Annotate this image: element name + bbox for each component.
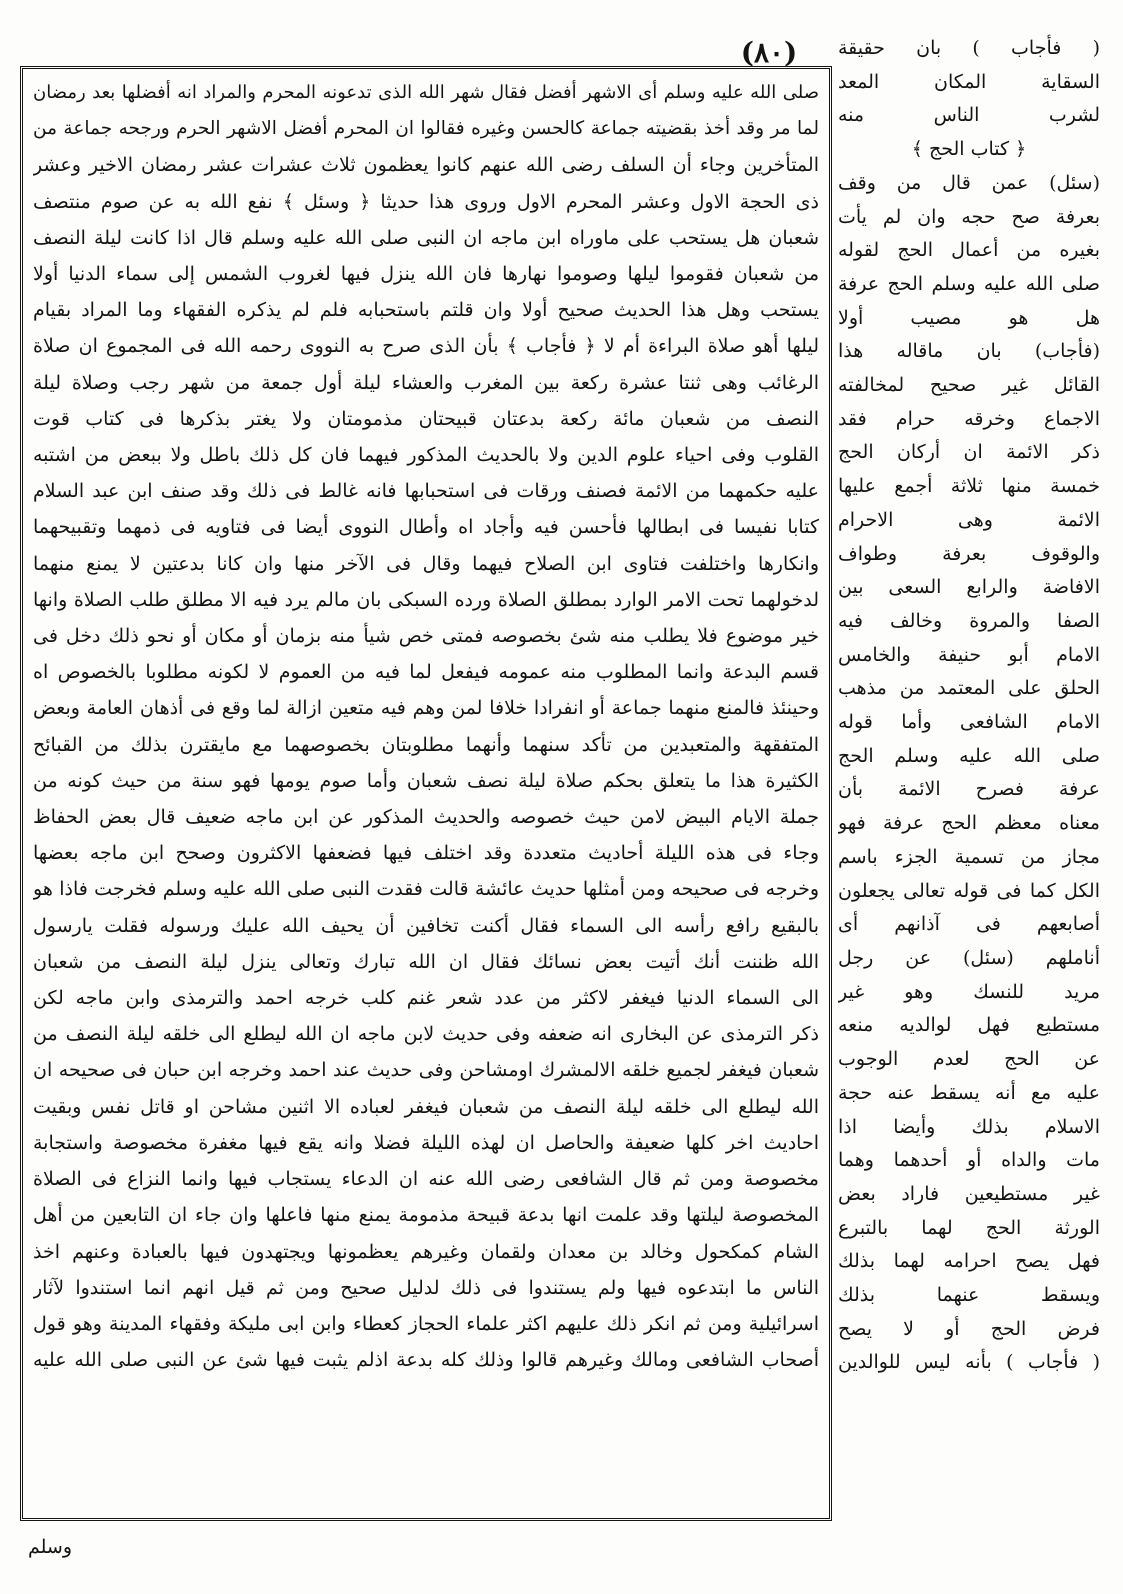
margin-heading: ﴿ كتاب الحج ﴾ [911,138,1027,161]
main-text-line: وخرجه فى صحيحه ومن أمثلها حديث عائشة قالت فقدت النبى صلى الله عليه وسلم فخرجت فاذا هو [33,878,819,901]
main-text-line: بالبقيع رافع رأسه الى السماء فقال أكنت تخافين أن يحيف الله عليك ورسوله فقلت يارسول [33,914,819,937]
main-text-line: جملة الايام البيض لامن حيث خصوصه والحديث المذكور عن ابن ماجه ضعيف قال بعض الحفاظ [33,806,819,829]
margin-text-line: معناه معظم الحج عرفة فهو [838,812,1100,835]
catchword: وسلم [28,1536,73,1558]
margin-text-line: الامام الشافعى وأما قوله [838,711,1100,734]
margin-text-line: فرض الحج أو لا يصح [838,1317,1100,1340]
main-text-line: المخصوصة ليلتها وقد علمت انها بدعة قبيحة مذمومة يمنع منها فاعلها وان جاء ان التابعين من أهل [33,1204,819,1227]
margin-text-line: عرفة فصرح الائمة بأن [838,778,1100,801]
main-text-line: مخصوصة ومن ثم قال الشافعى رضى الله عنه ان الدعاء يستجاب فيها وانما النزاع فى الصلاة [33,1168,819,1191]
main-text-line: ذى الحجة الاول وعشر المحرم الاول وروى هذا حديثا ﴿ وسئل ﴾ نفع الله به عن صوم منتصف [33,190,819,213]
margin-text-line: خمسة منها ثلاثة أجمع عليها [838,475,1100,498]
main-text-line: يستحب وهل هذا الحديث صحيح أولا وان قلتم باستحبابه فلم لم يذكره الفقهاء وما المراد بقيام [33,299,819,322]
margin-text-line: الاجماع وخرقه حرام فقد [838,407,1100,430]
main-text-line: صلى الله عليه وسلم أى الاشهر أفضل فقال شهر الله الذى تدعونه المحرم والمراد انه أفضلها بعد رمضان [33,82,819,103]
margin-text-line: صلى الله عليه وسلم الحج [838,744,1100,767]
main-text-line: وحينئذ فالمنع منهما جماعة أو انفرادا خلافا لمن وهم فيه متعين ازالة لما وقع فى أذهان العامة وبعض [33,697,819,720]
main-text-line: الشام كمكحول وخالد بن معدان ولقمان وغيرهم يعظمونها ويجتهدون فيها بالعبادة وعنهم اخذ [33,1240,819,1263]
margin-text-line: (سئل) عمن قال من وقف [838,171,1100,194]
main-text-line: ذكر الترمذى عن البخارى انه ضعفه وفى حديث لابن ماجه ان الله ليطلع الى خلقه ليلة النصف من [33,1023,819,1046]
margin-text-line: فهل يصح احرامه لهما بذلك [838,1250,1100,1273]
main-text-line: أصحاب الشافعى ومالك وغيرهم قالوا وذلك كله بدعة اذلم يثبت فيها شئ عن النبى صلى الله عليه [33,1349,819,1372]
main-text-line: القلوب وفى احياء علوم الدين ولا بالحديث المذكور فيهما فان كل ذلك باطل ولا ببعض من اشتبه [33,444,819,467]
main-text-line: شعبان هل يستحب على ماوراه ابن ماجه ان النبى صلى الله عليه وسلم قال اذا كانت ليلة النصف [33,226,819,249]
margin-text-line: عليه مع أنه يسقط عنه حجة [838,1081,1100,1104]
margin-text-line: الورثة الحج لهما بالتبرع [838,1216,1100,1239]
main-text-line: لدخولهما تحت الامر الوارد بمطلق الصلاة ورده السبكى بان مالم يرد فيه الا مطلق طلب الصلاة وانها [33,588,819,611]
margin-text-line: الائمة وهى الاحرام [838,508,1100,531]
margin-text-column [838,32,1100,1574]
margin-text-line: صلى الله عليه وسلم الحج عرفة [838,272,1100,295]
main-text-column [33,75,819,1512]
margin-text-line: الافاضة والرابع السعى بين [838,576,1100,599]
margin-text-line: هل هو مصيب أولا [838,306,1100,329]
main-text-line: الكثيرة هذا ما يتعلق بحكم صلاة ليلة نصف شعبان وأما صوم يومها فهو سنة من حيث كونه من [33,769,819,792]
main-text-line: احاديث اخر كلها ضعيفة والحاصل ان لهذه الليلة فضلا وانه يقع فيها مغفرة مخصوصة واستجابة [33,1131,819,1154]
margin-text-line: غير مستطيعين فاراد بعض [838,1182,1100,1205]
main-text-line: الرغائب وهى ثنتا عشرة ركعة بين المغرب والعشاء ليلة أول جمعة من شهر رجب وصلاة ليلة [33,371,819,394]
main-text-frame [20,66,832,1521]
margin-text-line: أناملهم (سئل) عن رجل [838,946,1100,969]
main-text-line: ليلها أهو صلاة البراءة أم لا ﴿ فأجاب ﴾ بأن الذى صرح به النووى رحمه الله فى المجموع ان صلاة [33,335,819,358]
margin-text-line: لشرب الناس منه [838,104,1100,127]
margin-text-line: مجاز من تسمية الجزء باسم [838,845,1100,868]
margin-text-line: ويسقط عنهما بذلك [838,1284,1100,1307]
margin-text-line: (فأجاب) بان ماقاله هذا [838,340,1100,363]
main-text-line: النصف من شعبان مائة ركعة بدعتان قبيحتان مذمومتان ولا يغتر بذكرها فى كتاب قوت [33,407,819,430]
margin-text-line: مات والداه أو أحدهما وهما [838,1149,1100,1172]
margin-text-line: عن الحج لعدم الوجوب [838,1048,1100,1071]
main-text-line: وانكارها واختلفت فتاوى ابن الصلاح فيهما وقال فى الآخر منها وان كانا بدعتين لا يمنع منهما [33,552,819,575]
margin-text-line: السقاية المكان المعد [838,70,1100,93]
main-text-line: عليه حكمهما من الائمة فصنف ورقات فى استحبابها فانه غالط فى ذلك وقد صنف ابن عبد السلام [33,480,819,503]
main-text-line: الله ليطلع الى خلقه ليلة النصف من شعبان فيغفر لعباده الا اثنين مشاحن او قاتل نفس وبقيت [33,1095,819,1118]
main-text-line: المتأخرين وجاء أن السلف رضى الله عنهم كانوا يعظمون ثلاث عشرات عشر رمضان الاخير وعشر [33,154,819,177]
main-text-line: اسرائيلية ومن ثم انكر ذلك عليهم اكثر علماء الحجاز كعطاء وابن ابى مليكة وفقهاء المدينة وهو قول [33,1312,819,1335]
margin-text-line: القائل غير صحيح لمخالفته [838,374,1100,397]
main-text-line: الى السماء الدنيا فيغفر لاكثر من عدد شعر غنم كلب خرجه احمد والترمذى وابن ماجه لكن [33,987,819,1010]
main-text-line: شعبان فيغفر لجميع خلقه الالمشرك اومشاحن وفى حديث عند احمد وخرجه ابن حبان فى صحيحه ان [33,1059,819,1082]
main-text-line: الله ظننت أنك أتيت بعض نسائك فقال ان الله تبارك وتعالى ينزل ليلة النصف من شعبان [33,950,819,973]
margin-text-line: ( فأجاب ) بأنه ليس للوالدين [838,1351,1100,1374]
margin-text-line: أصابعهم فى آذانهم أى [838,913,1100,936]
main-text-line: وجاء فى هذه الليلة أحاديث متعددة وقد اختلف فيها فضعفها الاكثرون وصحح ابن ماجه بعضها [33,842,819,865]
main-text-line: الناس ما ابتدعوه فيها ولم يستندوا فى ذلك لدليل صحيح ومن ثم قيل انهم انما استندوا لآثار [33,1276,819,1299]
margin-text-line: ( فأجاب ) بان حقيقة [838,37,1100,59]
margin-text-line: بغيره من أعمال الحج لقوله [838,239,1100,262]
main-text-line: من شعبان فقوموا ليلها وصوموا نهارها فان الله ينزل فيها لغروب الشمس إلى سماء الدنيا أولا [33,263,819,286]
main-text-line: قسم البدعة وانما المطلوب منه عمومه فيفعل لما فيه من العموم لا لكونه مطلوبا بالخصوص اه [33,661,819,684]
margin-text-line: والوقوف بعرفة وطواف [838,542,1100,565]
margin-text-line: الصفا والمروة وخالف فيه [838,609,1100,632]
margin-text-line: الكل كما فى قوله تعالى يجعلون [838,879,1100,902]
margin-text-line: الامام أبو حنيفة والخامس [838,643,1100,666]
margin-text-line: الاسلام بذلك وأيضا اذا [838,1115,1100,1138]
main-text-line: خير موضوع فلا يطلب منه شئ بخصوصه فمتى خص شيأ منه بزمان أو مكان أو نحو ذلك دخل فى [33,625,819,648]
margin-text-line: بعرفة صح حجه وان لم يأت [838,205,1100,228]
margin-text-line: الحلق على المعتمد من مذهب [838,677,1100,700]
margin-text-line: ذكر الائمة ان أركان الحج [838,441,1100,464]
margin-text-line: مستطيع فهل لوالديه منعه [838,1014,1100,1037]
page-number: (٨٠) [740,36,798,69]
margin-text-line: مريد للنسك وهو غير [838,980,1100,1003]
main-text-line: لما مر وقد أخذ بقضيته جماعة كالحسن وغيره فقالوا ان المحرم أفضل الاشهر الحرم ورجحه جماعة من [33,118,819,140]
main-text-line: كتابا نفيسا فى ابطالها فأحسن فيه وأجاد اه وأطال النووى أيضا فى فتاويه فى ذمهما وتقبيحهما [33,516,819,539]
main-text-line: المتفقهة والمتعبدين من تأكد سنهما وأنهما مطلوبتان بخصوصهما مع مايقترن بذلك من القبائح [33,733,819,756]
